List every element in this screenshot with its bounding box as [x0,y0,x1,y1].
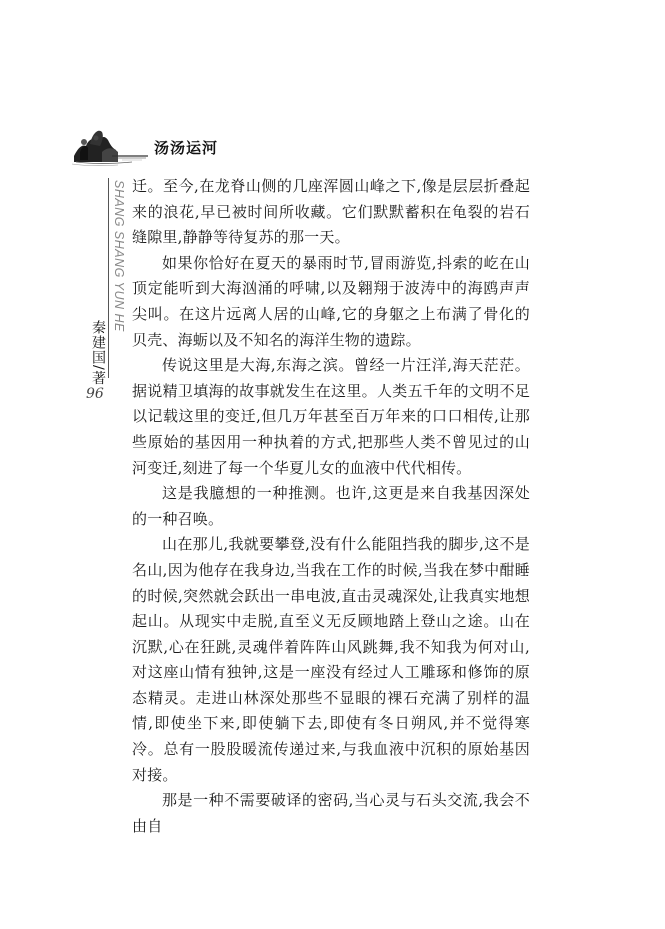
paragraph: 传说这里是大海,东海之滨。曾经一片汪洋,海天茫茫。据说精卫填海的故事就发生在这里。人类五千年的文明不足以记载这里的变迁,但几万年甚至百万年来的口口相传,让那些原始的基因用一种执着的方式,把那些人类不曾见过的山河变迁,刻进了每一个华夏儿女的血液中代代相传。 [132,356,530,477]
paragraph: 山在那儿,我就要攀登,没有什么能阻挡我的脚步,这不是名山,因为他存在我身边,当我在工作的时候,当我在梦中酣睡的时候,突然就会跃出一串电波,直击灵魂深处,让我真实地想起山。从现实中走脱,直至义无反顾地踏上登山之途。山在沉默,心在狂跳,灵魂伴着阵阵山风跳舞,我不知我为何对山,对这座山情有独钟,这是一座没有经过人工雕琢和修饰的原态精灵。走进山林深处那些不显眼的裸石充满了别样的温情,即使坐下来,即使躺下去,即使有冬日朔风,并不觉得寒冷。总有一股股暖流传递过来,与我血液中沉积的原始基因对接。 [132,535,530,784]
body-text [132,174,530,839]
page-number: 96 [86,386,104,402]
margin-rule [108,178,109,378]
running-header-title: 汤汤运河 [154,139,219,157]
author-credit: 秦建国/著 [90,320,106,386]
book-title-pinyin: SHANG SHANG YUN HE [112,180,126,332]
ink-landscape-illustration [72,122,150,168]
paragraph: 迁。至今,在龙脊山侧的几座浑圆山峰之下,像是层层折叠起来的浪花,早已被时间所收藏。它们默默蓄积在龟裂的岩石缝隙里,静静等待复苏的那一天。 [132,177,530,247]
paragraph: 这是我臆想的一种推测。也许,这更是来自我基因深处的一种召唤。 [132,484,530,528]
paragraph: 那是一种不需要破译的密码,当心灵与石头交流,我会不由自 [132,791,530,835]
paragraph: 如果你恰好在夏天的暴雨时节,冒雨游览,抖索的屹在山顶定能听到大海汹涌的呼啸,以及翱翔于波涛中的海鸥声声尖叫。在这片远离人居的山峰,它的身躯之上布满了骨化的贝壳、海蛎以及不知名的海洋生物的遗踪。 [132,253,530,349]
